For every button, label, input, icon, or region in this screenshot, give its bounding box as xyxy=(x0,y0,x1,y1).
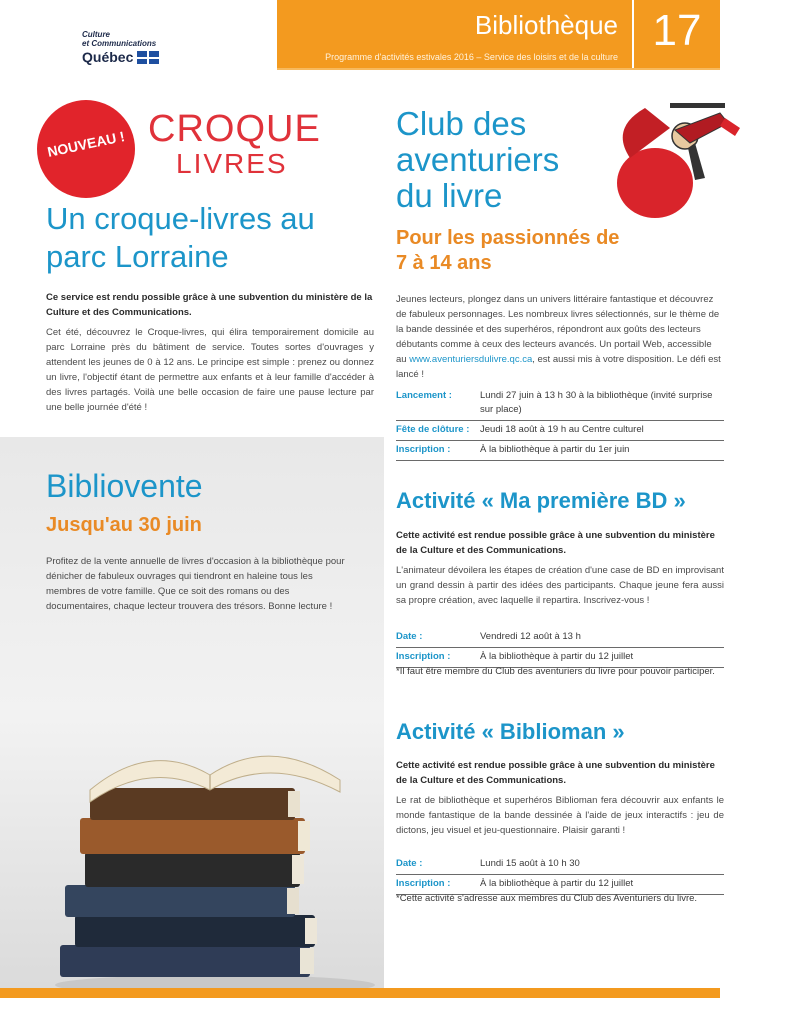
club-body-text-2: , est aussi mis à votre disposition. Le défi est lancé ! xyxy=(396,354,721,380)
table-row xyxy=(396,421,724,441)
row-value: À la bibliothèque à partir du 12 juillet xyxy=(480,878,634,889)
row-value: Jeudi 18 août à 19 h au Centre culturel xyxy=(480,424,644,435)
book-stack-illustration xyxy=(50,720,380,995)
table-row xyxy=(396,441,724,461)
section-title: Bibliothèque xyxy=(474,10,618,40)
section-subtitle: Programme d'activités estivales 2016 – Service des loisirs et de la culture xyxy=(325,52,618,62)
row-label: Inscription : xyxy=(396,444,451,455)
bd-info-table xyxy=(396,628,724,668)
club-title: Club des aventuriers du livre xyxy=(396,105,560,214)
row-value: Vendredi 12 août à 13 h xyxy=(480,631,581,642)
row-label: Date : xyxy=(396,631,423,642)
logo-line-2: et Communications xyxy=(82,39,157,48)
biblioman-title: Activité « Biblioman » xyxy=(396,719,625,744)
club-body-text-1: Jeunes lecteurs, plongez dans un univers littéraire fantastique et découvrez de fabuleux personnages. Les nombreux livres sélectionnés, sur le thème de la bande dessinée et des superhéros, répondront aux goûts des lecteurs débutants comme à ceux des lecteurs avancés. Un portail Web, accessible au xyxy=(396,294,720,365)
row-value: Lundi 15 août à 10 h 30 xyxy=(480,858,580,869)
row-label: Lancement : xyxy=(396,390,452,401)
logo-line-3: Québec xyxy=(82,49,134,65)
footer-bar xyxy=(0,988,720,998)
biblioman-info-table xyxy=(396,855,724,895)
quebec-flag-icon xyxy=(137,51,159,64)
row-value: À la bibliothèque à partir du 1er juin xyxy=(480,444,630,455)
new-badge-label: NOUVEAU ! xyxy=(45,128,127,160)
bd-body: L'animateur dévoilera les étapes de création d'une case de BD en improvisant un grand dessin à partir des idées des participants. Chaque jeune fera aussi sa propre création, avec laquelle il repartira. Inscrivez-vous ! xyxy=(396,565,724,606)
bd-title: Activité « Ma première BD » xyxy=(396,488,686,513)
croque-logo-line-1: CROQUE xyxy=(148,108,321,150)
row-value: À la bibliothèque à partir du 12 juillet xyxy=(480,651,634,662)
page-number: 17 xyxy=(652,6,702,55)
row-label: Inscription : xyxy=(396,651,451,662)
club-body xyxy=(396,292,724,382)
header-divider xyxy=(277,68,720,70)
row-label: Inscription : xyxy=(396,878,451,889)
header-band xyxy=(277,0,632,68)
club-info-table xyxy=(396,387,724,461)
page-number-box xyxy=(634,0,720,68)
bd-note: *Il faut être membre du Club des aventuriers du livre pour pouvoir participer. xyxy=(396,666,715,677)
new-badge xyxy=(37,100,135,198)
bibliovente-body: Profitez de la vente annuelle de livres d'occasion à la bibliothèque pour dénicher de fabuleux ouvrages qui tiendront en haleine tous les membres de votre famille. Que ce soit des romans ou des documentaires, chaque lecteur trouvera des trésors. Bonne lecture ! xyxy=(46,556,345,612)
row-label: Fête de clôture : xyxy=(396,424,470,435)
table-row xyxy=(396,648,724,668)
bibliovente-subtitle: Jusqu'au 30 juin xyxy=(46,514,202,536)
croque-title: Un croque-livres au parc Lorraine xyxy=(46,201,315,274)
biblioman-lead: Cette activité est rendue possible grâce à une subvention du ministère de la Culture et des Communications. xyxy=(396,760,715,786)
logo-line-1: Culture xyxy=(82,30,110,39)
table-row xyxy=(396,855,724,875)
table-row xyxy=(396,387,724,421)
bibliovente-title: Bibliovente xyxy=(46,468,203,504)
adventurer-illustration xyxy=(600,88,750,223)
table-row xyxy=(396,628,724,648)
biblioman-note: *Cette activité s'adresse aux membres du Club des Aventuriers du livre. xyxy=(396,893,698,904)
croque-body: Cet été, découvrez le Croque-livres, qui élira temporairement domicile au parc Lorraine près du bâtiment de service. Toutes sortes d'ouvrages y attendent les jeunes de 0 à 12 ans. Le principe est simple : prenez ou donnez un livre, l'objectif étant de permettre aux enfants et à leur famille d'accéder à des livres partagés. Voilà une belle occasion de faire une pause lecture par une belle journée d'été ! xyxy=(46,327,374,413)
bd-lead: Cette activité est rendue possible grâce à une subvention du ministère de la Culture et des Communications. xyxy=(396,530,715,556)
croque-logo-line-2: LIVRES xyxy=(176,148,288,179)
row-value: Lundi 27 juin à 13 h 30 à la bibliothèque (invité surprise sur place) xyxy=(480,390,713,415)
quebec-logo xyxy=(82,30,212,67)
club-subtitle: Pour les passionnés de 7 à 14 ans xyxy=(396,227,620,274)
croque-livres-logo xyxy=(148,108,321,186)
club-portal-link[interactable]: www.aventuriersdulivre.qc.ca xyxy=(409,354,533,365)
table-row xyxy=(396,875,724,895)
row-label: Date : xyxy=(396,858,423,869)
croque-lead: Ce service est rendu possible grâce à une subvention du ministère de la Culture et des Communications. xyxy=(46,292,373,318)
biblioman-body: Le rat de bibliothèque et superhéros Biblioman fera découvrir aux enfants le monde fantastique de la bande dessinée à l'aide de jeux interactifs : jeu de dictons, jeu visuel et jeu-questionnaire. Plaisir garanti ! xyxy=(396,795,724,836)
